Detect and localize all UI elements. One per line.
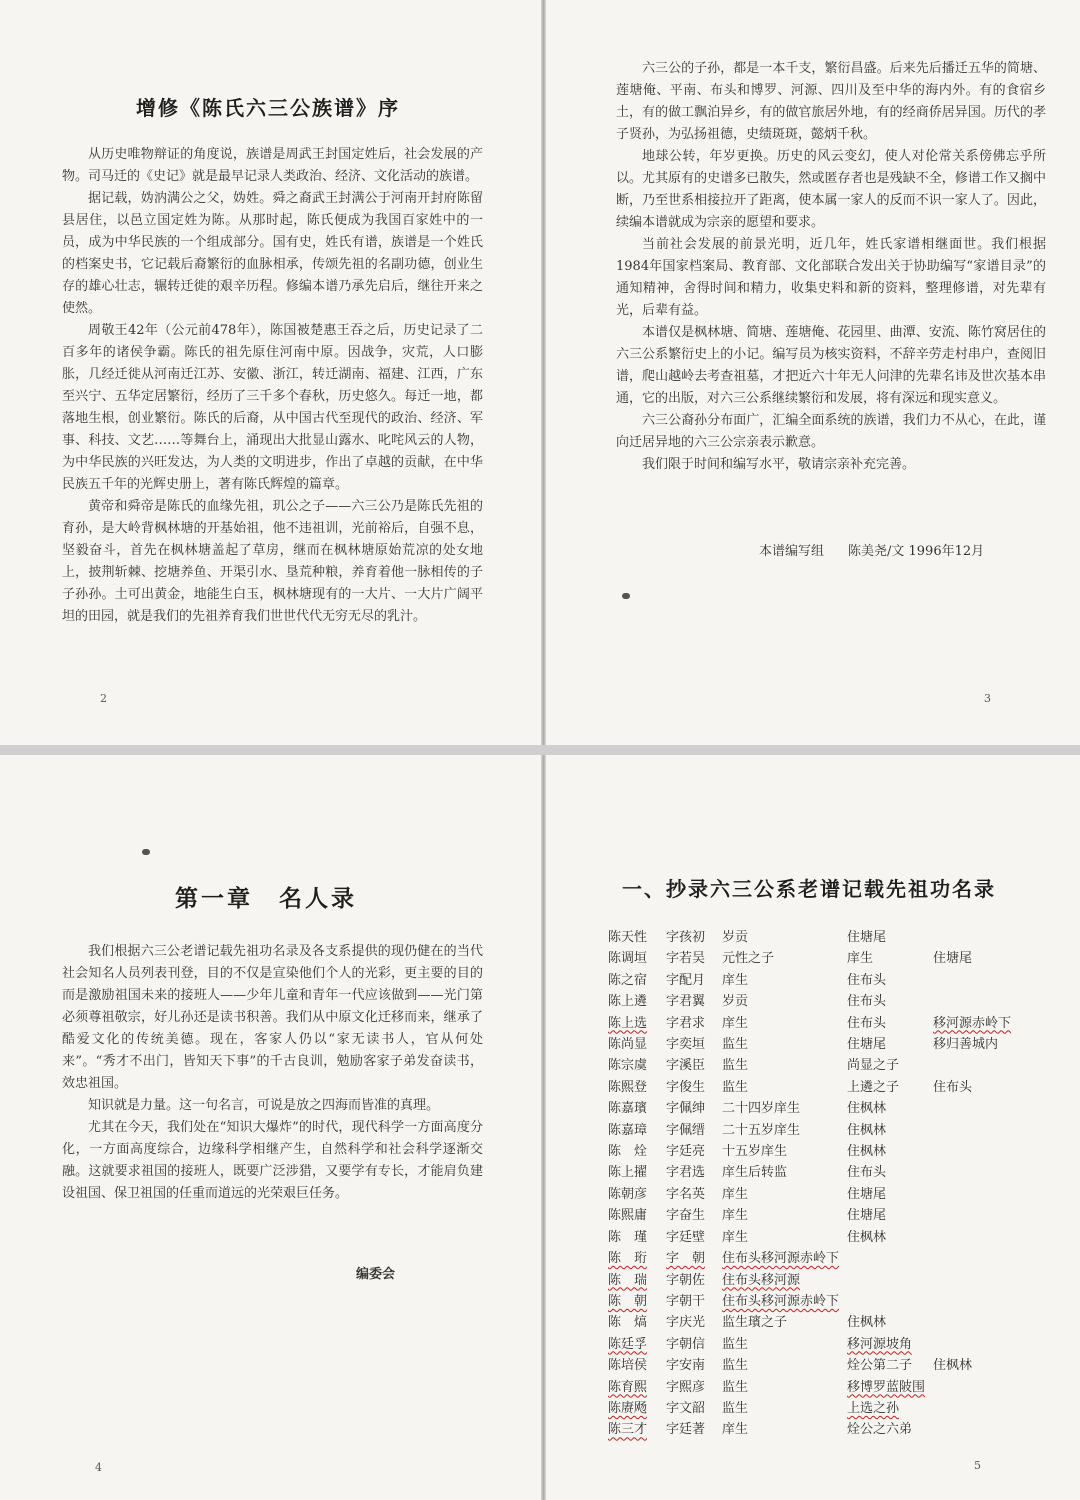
intro-paragraph: 我们根据六三公老谱记载先祖功名录及各支系提供的现仍健在的当代社会知名人员列表刊登，目的不仅是宣染他们个人的光彩，更主要的目的而是激励祖国未来的接班人——少年儿童和青年一代应该做到——光门第必须尊祖敬宗，好儿孙还是读书积善。我们从中原文化迁移而来，继承了酷爱文化的传统美德。现在，客家人仍以“家无读书人，官从何处来”。“秀才不出门，皆知天下事”的千古良训，勉励客家子弟发奋读书，效忠祖国。 [62, 944, 483, 1091]
record-detail: 住布头移河源赤岭下 [722, 1293, 840, 1309]
honor-roll-row [608, 1270, 1019, 1291]
courtesy-name: 字熙彦 [666, 1379, 706, 1395]
page-5 [546, 755, 1080, 1500]
courtesy-name: 字朝信 [666, 1336, 706, 1352]
ancestor-name: 陈调垣 [608, 951, 648, 967]
record-detail: 住布头 [847, 994, 887, 1010]
chapter-title: 第一章 名人录 [175, 885, 357, 912]
record-detail: 庠生后转监 [722, 1165, 788, 1181]
courtesy-name: 字若吴 [666, 951, 706, 967]
honor-roll-row [608, 948, 1019, 969]
courtesy-name: 字庆光 [666, 1315, 706, 1331]
preface-paragraph: 我们限于时间和编写水平，敬请宗亲补充完善。 [642, 457, 916, 472]
honor-roll-row [608, 1377, 1019, 1398]
courtesy-name: 字奋生 [666, 1208, 706, 1224]
courtesy-name: 字廷壁 [666, 1229, 706, 1245]
signature-org: 本谱编写组 [759, 544, 825, 559]
ancestor-name: 陈 朝 [608, 1293, 648, 1309]
record-detail: 庠生 [722, 972, 749, 988]
preface-paragraph: 六三公的子孙，都是一本千支，繁衍昌盛。后来先后播迁五华的简塘、莲塘俺、平南、布头和博罗、河源、四川及至中华的海内外。有的食宿乡土，有的做工飘泊异乡，有的做官旅居外地，有的经商侨居异国。历代的孝子贤孙，为弘扬祖德，史绩斑斑，懿炳千秋。 [616, 61, 1046, 142]
record-detail: 十五岁庠生 [722, 1144, 788, 1160]
signature-committee: 编委会 [356, 1267, 396, 1282]
ancestor-name: 陈之宿 [608, 972, 648, 988]
ancestor-name: 陈嘉璸 [608, 1101, 648, 1117]
page-number: 3 [984, 692, 991, 705]
courtesy-name: 字溪臣 [666, 1058, 706, 1074]
ancestor-name: 陈熙登 [608, 1079, 648, 1095]
preface-paragraph: 地球公转，年岁更换。历史的风云变幻，使人对伦常关系傍佛忘乎所以。尤其原有的史谱多已散失，然或匿存者也是残缺不全，修谱工作又搁中断，乃至世系相接拉开了距离，使本属一家人的反而不识一家人了。因此，续编本谱就成为宗亲的愿望和要求。 [616, 149, 1046, 230]
preface-paragraph: 六三公裔孙分布面广，汇编全面系统的族谱，我们力不从心，在此，谨向迁居异地的六三公宗亲表示歉意。 [616, 413, 1046, 450]
honor-roll-row [608, 970, 1019, 991]
honor-roll-row [608, 1398, 1019, 1419]
honor-roll-row [608, 1205, 1019, 1226]
record-detail: 住布头 [847, 1015, 887, 1031]
courtesy-name: 字君翼 [666, 994, 706, 1010]
page-number: 5 [974, 1459, 981, 1472]
preface-title: 增修《陈氏六三公族谱》序 [136, 96, 400, 120]
record-detail: 住布头 [847, 1165, 887, 1181]
honor-roll-row [608, 1141, 1019, 1162]
record-detail: 庠生 [847, 951, 874, 967]
preface-paragraph: 据记载，妫汭满公之父，妫姓。舜之裔武王封满公于河南开封府陈留县居住，以邑立国定姓为陈。从那时起，陈氏便成为我国百家姓中的一员，成为中华民族的一个组成部分。国有史，姓氏有谱，族谱是一个姓氏的档案史书，它记载后裔繁衍的血脉相承，传颂先祖的名副功德，创业生存的雄心壮志，辗转迁徙的艰辛历程。修编本谱乃承先启后，继往开来之使然。 [62, 191, 483, 316]
ancestor-name: 陈上遴 [608, 994, 648, 1010]
ancestor-name: 陈 瑞 [608, 1272, 648, 1288]
courtesy-name: 字奕垣 [666, 1037, 706, 1053]
ancestor-name: 陈熙庸 [608, 1208, 648, 1224]
record-detail: 住枫林 [847, 1101, 887, 1117]
courtesy-name: 字名英 [666, 1186, 706, 1202]
ancestor-name: 陈嘉璋 [608, 1122, 648, 1138]
ancestor-name: 陈三才 [608, 1422, 648, 1438]
ancestor-name: 陈 瑾 [608, 1229, 648, 1245]
preface-paragraph: 当前社会发展的前景光明，近几年，姓氏家谱相继面世。我们根据1984年国家档案局、教育部、文化部联合发出关于协助编写“家谱目录”的通知精神，舍得时间和精力，收集史料和新的资料，整理修谱，对先辈有光，后辈有益。 [616, 237, 1046, 318]
honor-roll-row [608, 1162, 1019, 1183]
record-detail: 住布头移河源 [722, 1272, 801, 1288]
preface-body-continued [616, 58, 1046, 476]
record-detail: 二十四岁庠生 [722, 1101, 801, 1117]
ink-mark [142, 849, 150, 855]
honor-roll-row [608, 927, 1019, 948]
record-detail: 住塘尾 [847, 1037, 887, 1053]
honor-roll-row [608, 1227, 1019, 1248]
record-detail: 监生 [722, 1400, 749, 1416]
page-number: 4 [95, 1461, 102, 1474]
honor-roll-row [608, 1034, 1019, 1055]
record-detail: 住塘尾 [847, 930, 887, 945]
courtesy-name: 字俊生 [666, 1079, 706, 1095]
record-detail: 庠生 [722, 1208, 749, 1224]
record-detail: 尚显之子 [847, 1058, 900, 1074]
record-detail: 住塘尾 [847, 1208, 887, 1224]
ancestor-name: 陈朝彦 [608, 1186, 648, 1202]
record-detail: 住枫林 [933, 1358, 973, 1374]
page-3 [546, 0, 1080, 745]
honor-roll-row [608, 1334, 1019, 1355]
ancestor-name: 陈天性 [608, 930, 648, 945]
record-detail: 监生 [722, 1079, 749, 1095]
record-detail: 庠生 [722, 1186, 749, 1202]
record-detail: 移博罗蓝陂围 [847, 1379, 926, 1395]
ancestor-honor-roll [608, 927, 1019, 1441]
honor-roll-row [608, 1013, 1019, 1034]
record-detail: 住枫林 [847, 1229, 887, 1245]
page-number: 2 [100, 692, 107, 705]
courtesy-name: 字佩缙 [666, 1122, 706, 1138]
ancestor-name: 陈上擢 [608, 1165, 648, 1181]
honor-roll-row [608, 1184, 1019, 1205]
record-detail: 二十五岁庠生 [722, 1122, 801, 1138]
courtesy-name: 字孩初 [666, 930, 706, 945]
honor-roll-row [608, 1419, 1019, 1440]
honor-roll-row [608, 1055, 1019, 1076]
courtesy-name: 字君求 [666, 1015, 706, 1031]
courtesy-name: 字廷著 [666, 1422, 706, 1438]
ancestor-name: 陈上选 [608, 1015, 648, 1031]
ancestor-name: 陈 珩 [608, 1251, 648, 1267]
intro-paragraph: 尤其在今天，我们处在“知识大爆炸”的时代，现代科学一方面高度分化，一方面高度综合，边缘科学相继产生，自然科学和社会科学逐渐交融。这就要求祖国的接班人，既要广泛涉猎，又要学有专长，才能肩负建设祖国、保卫祖国的任重而道远的光荣艰巨任务。 [62, 1120, 483, 1201]
record-detail: 岁贡 [722, 994, 749, 1010]
record-detail: 烇公第二子 [847, 1358, 913, 1374]
record-detail: 住枫林 [847, 1315, 887, 1331]
preface-body [62, 144, 483, 628]
honor-roll-row [608, 1098, 1019, 1119]
record-detail: 庠生 [722, 1229, 749, 1245]
courtesy-name: 字朝佐 [666, 1272, 706, 1288]
record-detail: 移河源赤岭下 [933, 1015, 1012, 1031]
spread-separator [0, 745, 1080, 755]
courtesy-name: 字朝干 [666, 1293, 706, 1309]
ancestor-name: 陈尚显 [608, 1037, 648, 1053]
chapter-intro [62, 941, 483, 1205]
preface-paragraph: 从历史唯物辩证的角度说，族谱是周武王封国定姓后，社会发展的产物。司马迁的《史记》就是最早记录人类政治、经济、文化活动的族谱。 [62, 147, 483, 184]
spread-pages-2-3 [0, 0, 1080, 745]
honor-roll-row [608, 1355, 1019, 1376]
ancestor-name: 陈育熙 [608, 1379, 648, 1395]
record-detail: 庠生 [722, 1015, 749, 1031]
record-detail: 住布头移河源赤岭下 [722, 1251, 840, 1267]
record-detail: 移河源坡角 [847, 1336, 913, 1352]
record-detail: 监生璸之子 [722, 1315, 788, 1331]
record-detail: 住布头 [933, 1079, 973, 1095]
page-2 [0, 0, 541, 745]
ancestor-name: 陈赓飏 [608, 1400, 648, 1416]
record-detail: 监生 [722, 1379, 749, 1395]
honor-roll-row [608, 1291, 1019, 1312]
courtesy-name: 字廷亮 [666, 1144, 706, 1160]
ink-mark [622, 593, 630, 599]
record-detail: 上选之孙 [847, 1400, 900, 1416]
page-4 [0, 755, 541, 1500]
honor-roll-row [608, 1248, 1019, 1269]
spread-pages-4-5 [0, 755, 1080, 1500]
ancestor-name: 陈 熇 [608, 1315, 648, 1331]
record-detail: 住塘尾 [933, 951, 973, 967]
record-detail: 住布头 [847, 972, 887, 988]
preface-paragraph: 周敬王42年（公元前478年），陈国被楚惠王吞之后，历史记录了二百多年的诸侯争霸。陈氏的祖先原住河南中原。因战争，灾荒，人口膨胀，几经迁徙从河南迁江苏、安徽、浙江，转迁湖南、福建、江西，广东至兴宁、五华定居繁衍，经历了三千多个春秋，历史悠久。每迁一地，都落地生根，创业繁衍。陈氏的后裔，从中国古代至现代的政治、经济、军事、科技、文艺……等舞台上，涌现出大批显山露水、叱咤风云的人物，为中华民族的兴旺发达，为人类的文明进步，作出了卓越的贡献，在中华民族五千年的光辉史册上，著有陈氏辉煌的篇章。 [62, 323, 483, 492]
signature-author-date: 陈美尧/文 1996年12月 [848, 544, 985, 559]
record-detail: 住枫林 [847, 1144, 887, 1160]
ancestor-name: 陈宗虞 [608, 1058, 648, 1074]
honor-roll-row [608, 1077, 1019, 1098]
honor-roll-row [608, 991, 1019, 1012]
ancestor-name: 陈 烇 [608, 1144, 648, 1160]
courtesy-name: 字配月 [666, 972, 706, 988]
preface-paragraph: 本谱仅是枫林塘、简塘、莲塘俺、花园里、曲潭、安流、陈竹窝居住的六三公系繁衍史上的小记。编写员为核实资料，不辞辛劳走村串户，查阅旧谱，爬山越岭去考查祖墓，才把近六十年无人问津的先辈名讳及世次基本串通，它的出版，对六三公系继续繁衍和发展，将有深远和现实意义。 [616, 325, 1046, 406]
courtesy-name: 字安南 [666, 1358, 706, 1374]
honor-roll-row [608, 1120, 1019, 1141]
honor-roll-row [608, 1312, 1019, 1333]
record-detail: 岁贡 [722, 930, 749, 945]
section-title: 一、抄录六三公系老谱记载先祖功名录 [622, 877, 996, 901]
record-detail: 监生 [722, 1037, 749, 1053]
record-detail: 监生 [722, 1336, 749, 1352]
intro-paragraph: 知识就是力量。这一句名言，可说是放之四海而皆准的真理。 [88, 1098, 440, 1113]
courtesy-name: 字文韶 [666, 1400, 706, 1416]
record-detail: 移归善城内 [933, 1037, 999, 1053]
ancestor-name: 陈廷孚 [608, 1336, 648, 1352]
courtesy-name: 字佩绅 [666, 1101, 706, 1117]
record-detail: 上遴之子 [847, 1079, 900, 1095]
record-detail: 元性之子 [722, 951, 775, 967]
record-detail: 住塘尾 [847, 1186, 887, 1202]
record-detail: 住枫林 [847, 1122, 887, 1138]
courtesy-name: 字 朝 [666, 1251, 706, 1267]
record-detail: 监生 [722, 1358, 749, 1374]
courtesy-name: 字君选 [666, 1165, 706, 1181]
preface-paragraph: 黄帝和舜帝是陈氏的血缘先祖，玑公之子——六三公乃是陈氏先祖的育孙，是大岭背枫林塘的开基始祖，他不违祖训，光前裕后，自强不息，坚毅奋斗，首先在枫林塘盖起了草房，继而在枫林塘原始荒凉的处女地上，披荆斩棘、挖塘养鱼、开渠引水、垦荒种粮，养育着他一脉相传的子子孙孙。土可出黄金，地能生白玉，枫林塘现有的一大片、一大片广阔平坦的田园，就是我们的先祖养育我们世世代代无穷无尽的乳汁。 [62, 499, 483, 624]
record-detail: 庠生 [722, 1422, 749, 1438]
record-detail: 烇公之六弟 [847, 1422, 913, 1438]
ancestor-name: 陈培侯 [608, 1358, 648, 1374]
record-detail: 监生 [722, 1058, 749, 1074]
